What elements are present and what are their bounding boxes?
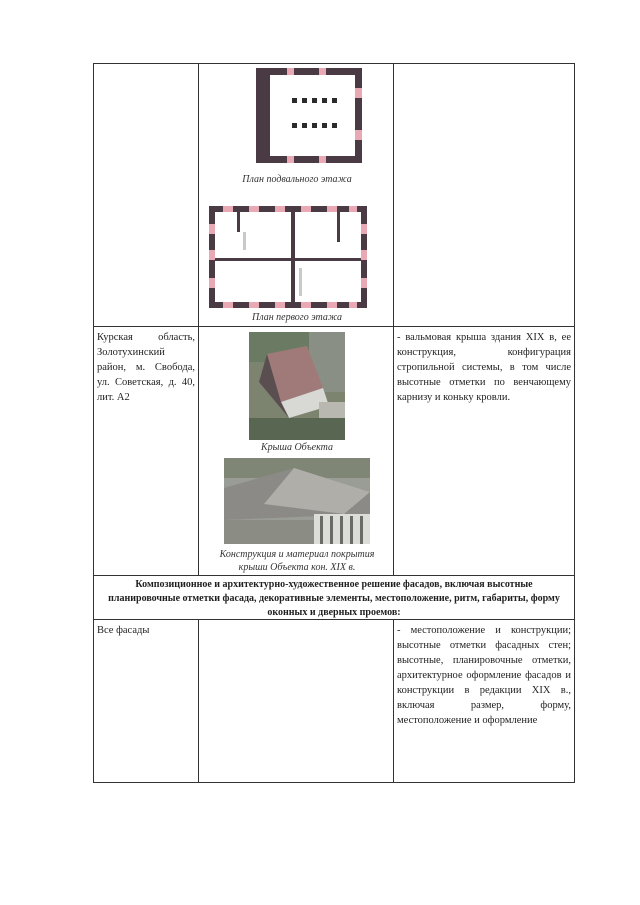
roof-structure-photo [224,458,370,544]
section-header-cell [93,575,575,620]
roof-structure-caption-line1: Конструкция и материал покрытия [219,549,375,560]
object-address: Курская область, Золотухинский район, м. Свобода, ул. Советская, д. 40, лит. А2 [97,332,195,403]
facades-description: - местоположение и конструкции; высотные отметки фасадных стен; высотные, планировочные отметки, архитектурное оформление фасадов и конструкции в редакции XIX в., включая размер, форму, местоположение и оформление [397,625,571,726]
basement-plan-drawing [199,64,395,184]
first-floor-plan-drawing [199,202,395,322]
row2-col3-cell [393,326,575,576]
row2-col2-cell [198,326,394,576]
row3-col2-cell [198,619,394,783]
row1-col3-cell [393,63,575,327]
roof-photo-caption: Крыша Объекта [261,442,333,453]
facades-label: Все фасады [97,625,150,636]
first-floor-plan-caption: План первого этажа [251,312,342,323]
row3-col1-cell [93,619,199,783]
row1-col2-cell [198,63,394,327]
roof-description: - вальмовая крыша здания XIX в, ее конструкция, конфигурация стропильной системы, в том числе высотные отметки по венчающему карнизу и коньку кровли. [397,332,571,403]
roof-aerial-photo [249,332,345,440]
roof-structure-caption-line2: крыши Объекта кон. XIX в. [238,562,356,573]
row3-col3-cell [393,619,575,783]
row2-col1-cell [93,326,199,576]
section-header: Композиционное и архитектурно-художественное решение фасадов, включая высотные планировочные отметки фасада, декоративные элементы, местоположение, ритм, габариты, форму оконных и дверных проемов: [108,579,560,618]
row1-col1-cell [93,63,199,327]
basement-plan-caption: План подвального этажа [242,174,352,185]
